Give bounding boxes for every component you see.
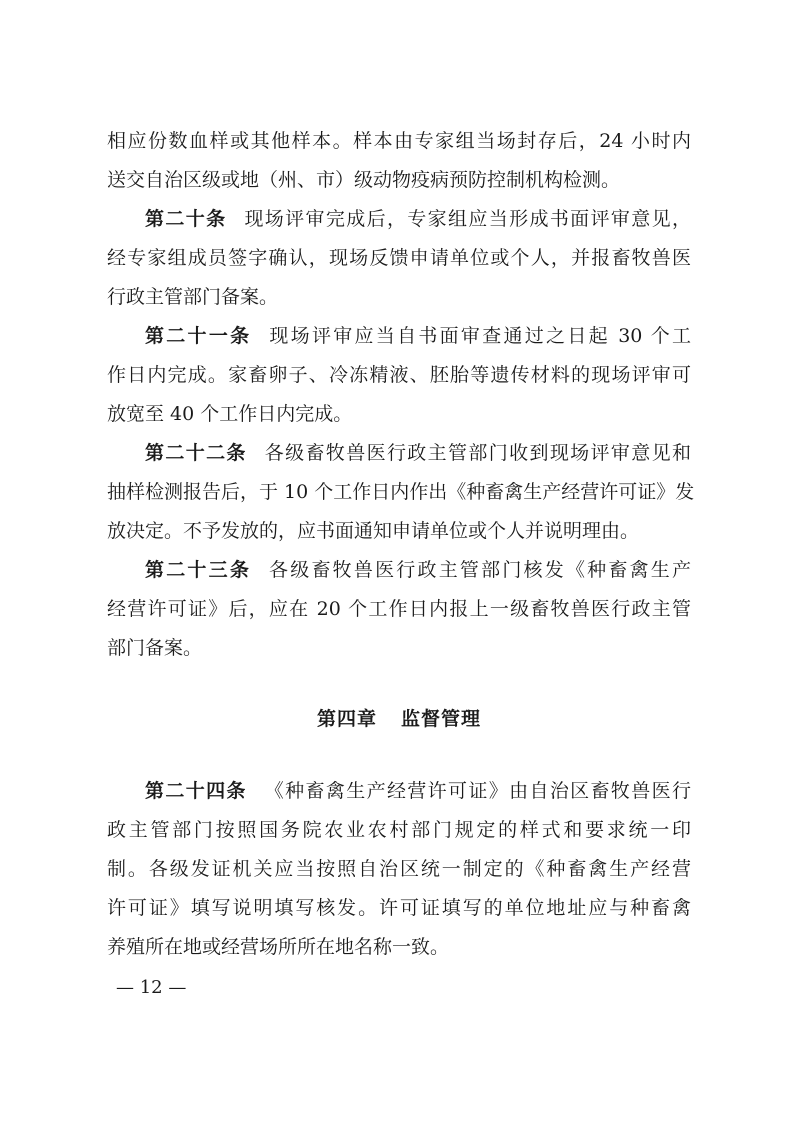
chapter-heading: [107, 700, 691, 739]
text-line: [107, 200, 691, 239]
article-21: [107, 317, 691, 434]
text-line: 放决定。不予发放的，应书面通知申请单位或个人并说明理由。: [107, 520, 640, 542]
text-line: 政主管部门按照国务院农业农村部门规定的样式和要求统一印: [107, 819, 691, 841]
text-line: 养殖所在地或经营场所所在地名称一致。: [107, 936, 450, 958]
text-line: [107, 551, 691, 590]
article-number: 第二十条: [145, 208, 227, 230]
text-line: [107, 772, 691, 811]
text-line: 抽样检测报告后，于 10 个工作日内作出《种畜禽生产经营许可证》发: [107, 481, 695, 503]
article-23: [107, 551, 691, 668]
text-line: 部门备案。: [107, 637, 203, 659]
article-22: [107, 434, 695, 551]
article-number: 第二十三条: [145, 559, 252, 581]
article-number: 第二十二条: [145, 442, 247, 464]
article-24: [107, 772, 691, 967]
article-number: 第二十一条: [145, 325, 252, 347]
text-line: 送交自治区级或地（州、市）级动物疫病预防控制机构检测。: [107, 169, 621, 191]
article-number: 第二十四条: [145, 780, 247, 802]
text-segment: 现场评审应当自书面审查通过之日起 30 个工: [269, 325, 691, 347]
text-segment: 现场评审完成后，专家组应当形成书面评审意见，: [244, 208, 691, 230]
text-line: 行政主管部门备案。: [107, 286, 279, 308]
document-body: [107, 122, 695, 967]
text-line: 经营许可证》后，应在 20 个工作日内报上一级畜牧兽医行政主管: [107, 598, 691, 620]
text-line: 许可证》填写说明填写核发。许可证填写的单位地址应与种畜禽: [107, 897, 691, 919]
text-segment: 《种畜禽生产经营许可证》由自治区畜牧兽医行: [264, 780, 691, 802]
chapter-title: 监督管理: [401, 708, 482, 730]
paragraph-continuation: [107, 122, 691, 200]
chapter-number: 第四章: [316, 708, 377, 730]
text-line: 相应份数血样或其他样本。样本由专家组当场封存后，24 小时内: [107, 130, 691, 152]
text-line: 放宽至 40 个工作日内完成。: [107, 403, 353, 425]
text-segment: 各级畜牧兽医行政主管部门核发《种畜禽生产: [269, 559, 691, 581]
text-line: 作日内完成。家畜卵子、冷冻精液、胚胎等遗传材料的现场评审可: [107, 364, 691, 386]
text-line: [107, 434, 691, 473]
page-number: — 12 —: [116, 977, 187, 998]
text-segment: 各级畜牧兽医行政主管部门收到现场评审意见和: [264, 442, 691, 464]
text-line: [107, 317, 691, 356]
text-line: 制。各级发证机关应当按照自治区统一制定的《种畜禽生产经营: [107, 858, 691, 880]
text-line: 经专家组成员签字确认，现场反馈申请单位或个人，并报畜牧兽医: [107, 247, 691, 269]
article-20: [107, 200, 691, 317]
